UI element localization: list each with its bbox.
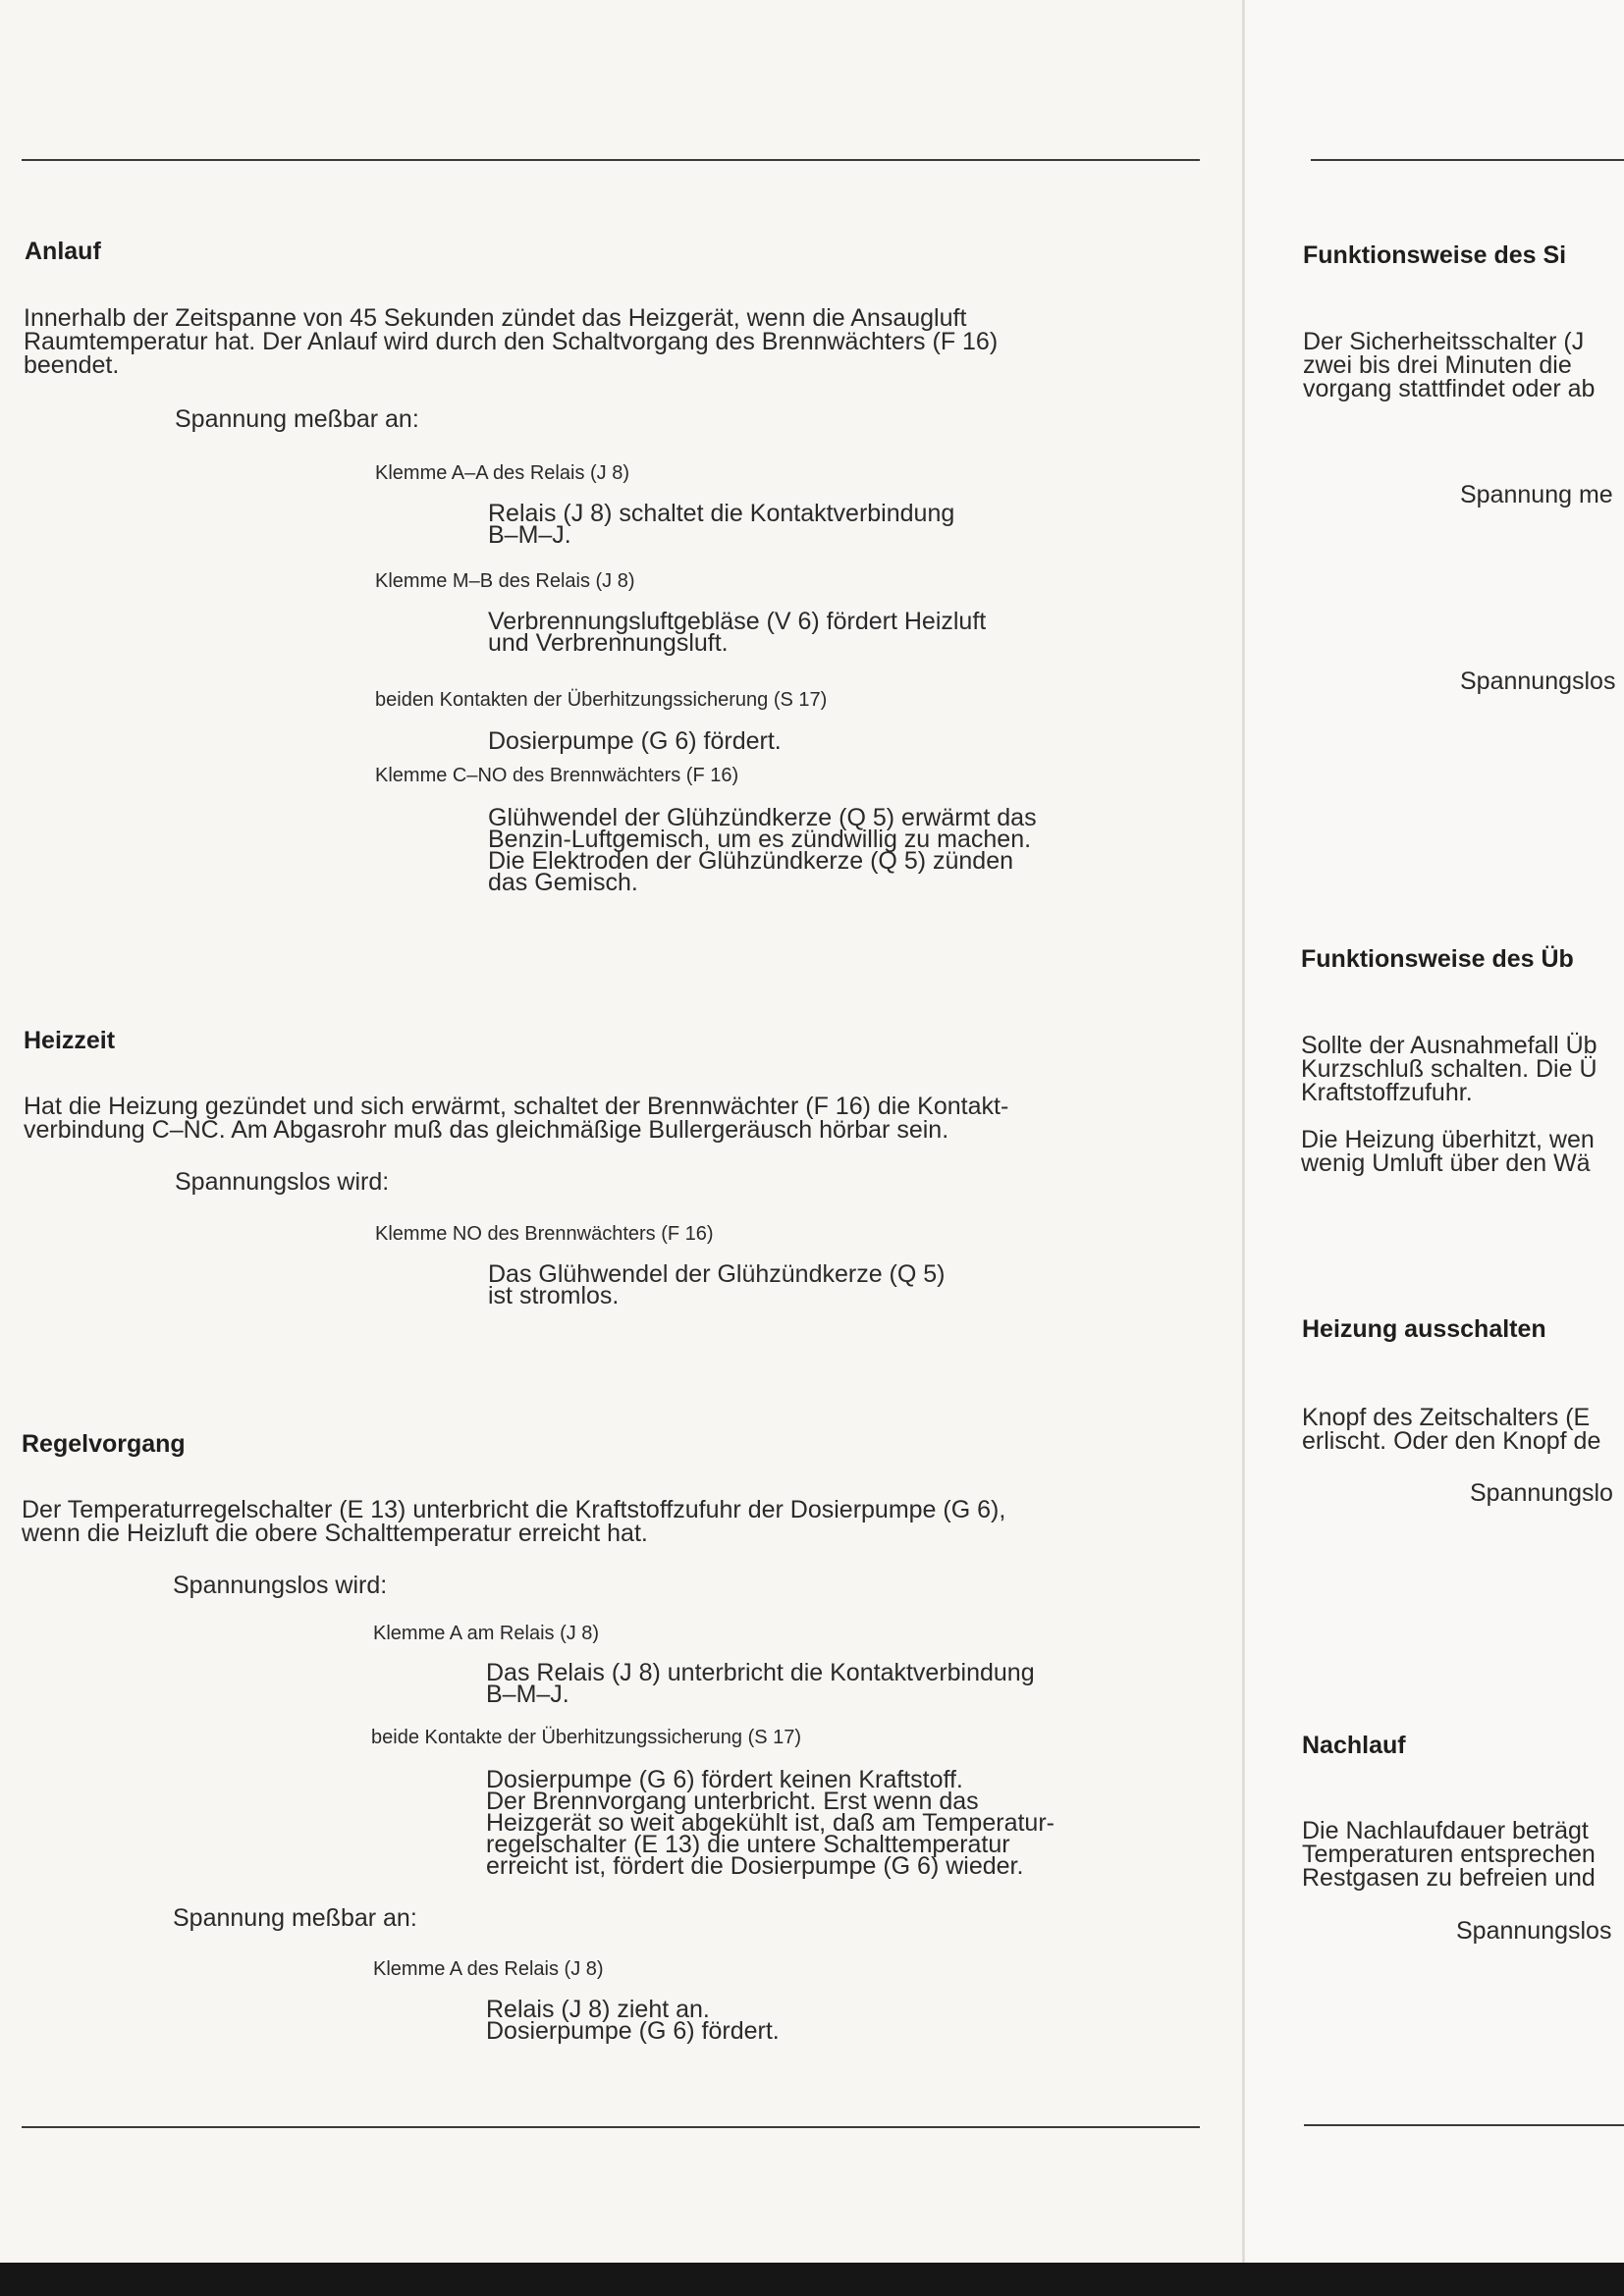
anlauf-terminal-2: Klemme M–B des Relais (J 8)	[375, 570, 635, 592]
anlauf-desc-4d: das Gemisch.	[488, 869, 638, 896]
heizzeit-desc-1a: Das Glühwendel der Glühzündkerze (Q 5)	[488, 1260, 946, 1288]
regelvorgang-terminal-1: Klemme A am Relais (J 8)	[373, 1623, 600, 1644]
anlauf-desc-1a: Relais (J 8) schaltet die Kontaktverbindung	[488, 500, 955, 527]
regelvorgang-intro-2: wenn die Heizluft die obere Schalttemperatur erreicht hat.	[22, 1520, 648, 1547]
section-heading-regelvorgang: Regelvorgang	[22, 1430, 186, 1458]
heizzeit-desc-1b: ist stromlos.	[488, 1282, 620, 1309]
regelvorgang-desc-1a: Das Relais (J 8) unterbricht die Kontaktverbindung	[486, 1659, 1035, 1686]
regelvorgang-lead: Spannungslos wird:	[173, 1572, 388, 1599]
ueberhitzung-intro2-2: wenig Umluft über den Wä	[1301, 1149, 1591, 1177]
top-rule-left	[22, 159, 1200, 161]
anlauf-desc-4c: Die Elektroden der Glühzündkerze (Q 5) zünden	[488, 847, 1014, 875]
ueberhitzung-intro-1: Sollte der Ausnahmefall Üb	[1301, 1032, 1597, 1059]
regelvorgang-terminal-2: beide Kontakte der Überhitzungssicherung (S 17)	[371, 1727, 802, 1748]
regelvorgang-lead-2: Spannung meßbar an:	[173, 1904, 417, 1932]
regelvorgang-desc-2a: Dosierpumpe (G 6) fördert keinen Kraftstoff.	[486, 1766, 963, 1793]
regelvorgang-desc-1b: B–M–J.	[486, 1681, 569, 1708]
sicherheit-intro-3: vorgang stattfindet oder ab	[1303, 375, 1596, 402]
anlauf-intro-2: Raumtemperatur hat. Der Anlauf wird durch den Schaltvorgang des Brennwächters (F 16)	[24, 328, 999, 355]
regelvorgang-desc-3b: Dosierpumpe (G 6) fördert.	[486, 2017, 780, 2045]
nachlauf-lead: Spannungslos	[1456, 1917, 1612, 1945]
regelvorgang-desc-2d: regelschalter (E 13) die untere Schalttemperatur	[486, 1831, 1010, 1858]
anlauf-intro-1: Innerhalb der Zeitspanne von 45 Sekunden zündet das Heizgerät, wenn die Ansaugluft	[24, 304, 967, 332]
section-heading-anlauf: Anlauf	[25, 238, 101, 265]
sicherheit-intro-2: zwei bis drei Minuten die	[1303, 351, 1572, 379]
bottom-rule-left	[22, 2126, 1200, 2128]
anlauf-terminal-1: Klemme A–A des Relais (J 8)	[375, 462, 629, 484]
scan-bottom-edge	[0, 2263, 1624, 2296]
heizzeit-intro-2: verbindung C–NC. Am Abgasrohr muß das gleichmäßige Bullergeräusch hörbar sein.	[24, 1116, 949, 1144]
heizzeit-intro-1: Hat die Heizung gezündet und sich erwärmt, schaltet der Brennwächter (F 16) die Kontakt-	[24, 1093, 1009, 1120]
sicherheit-lead: Spannung me	[1460, 481, 1613, 508]
heizzeit-terminal-1: Klemme NO des Brennwächters (F 16)	[375, 1223, 714, 1245]
anlauf-terminal-4: Klemme C–NO des Brennwächters (F 16)	[375, 765, 739, 786]
anlauf-desc-4a: Glühwendel der Glühzündkerze (Q 5) erwärmt das	[488, 804, 1037, 831]
regelvorgang-terminal-3: Klemme A des Relais (J 8)	[373, 1958, 604, 1980]
regelvorgang-desc-2e: erreicht ist, fördert die Dosierpumpe (G 6) wieder.	[486, 1852, 1024, 1880]
anlauf-lead: Spannung meßbar an:	[175, 405, 419, 433]
regelvorgang-desc-2c: Heizgerät so weit abgekühlt ist, daß am Temperatur-	[486, 1809, 1055, 1837]
anlauf-intro-3: beendet.	[24, 351, 120, 379]
regelvorgang-desc-3a: Relais (J 8) zieht an.	[486, 1996, 710, 2023]
ueberhitzung-intro-2: Kurzschluß schalten. Die Ü	[1301, 1055, 1597, 1083]
section-heading-nachlauf: Nachlauf	[1302, 1732, 1406, 1759]
ausschalten-intro-1: Knopf des Zeitschalters (E	[1302, 1404, 1591, 1431]
nachlauf-intro-3: Restgasen zu befreien und	[1302, 1864, 1596, 1892]
top-rule-right	[1311, 159, 1624, 161]
sicherheit-lead-2: Spannungslos	[1460, 667, 1616, 695]
anlauf-desc-3a: Dosierpumpe (G 6) fördert.	[488, 727, 782, 755]
section-heading-heizzeit: Heizzeit	[24, 1027, 116, 1054]
regelvorgang-desc-2b: Der Brennvorgang unterbricht. Erst wenn das	[486, 1788, 979, 1815]
bottom-rule-right	[1304, 2124, 1624, 2126]
nachlauf-intro-2: Temperaturen entsprechen	[1302, 1841, 1596, 1868]
anlauf-desc-2a: Verbrennungsluftgebläse (V 6) fördert Heizluft	[488, 608, 987, 635]
nachlauf-intro-1: Die Nachlaufdauer beträgt	[1302, 1817, 1589, 1844]
ueberhitzung-intro2-1: Die Heizung überhitzt, wen	[1301, 1126, 1595, 1153]
heizzeit-lead: Spannungslos wird:	[175, 1168, 390, 1196]
ausschalten-lead: Spannungslo	[1470, 1479, 1613, 1507]
regelvorgang-intro-1: Der Temperaturregelschalter (E 13) unterbricht die Kraftstoffzufuhr der Dosierpumpe (G 6),	[22, 1496, 1006, 1523]
section-heading-sicherheitsschalter: Funktionsweise des Si	[1303, 241, 1567, 269]
page-fold	[1242, 0, 1245, 2296]
section-heading-heizung-ausschalten: Heizung ausschalten	[1302, 1315, 1546, 1343]
sicherheit-intro-1: Der Sicherheitsschalter (J	[1303, 328, 1585, 355]
section-heading-ueberhitzung: Funktionsweise des Üb	[1301, 945, 1574, 973]
anlauf-terminal-3: beiden Kontakten der Überhitzungssicherung (S 17)	[375, 689, 828, 711]
anlauf-desc-4b: Benzin-Luftgemisch, um es zündwillig zu machen.	[488, 826, 1032, 853]
anlauf-desc-1b: B–M–J.	[488, 521, 571, 549]
ueberhitzung-intro-3: Kraftstoffzufuhr.	[1301, 1079, 1473, 1106]
ausschalten-intro-2: erlischt. Oder den Knopf de	[1302, 1427, 1601, 1455]
anlauf-desc-2b: und Verbrennungsluft.	[488, 629, 729, 657]
